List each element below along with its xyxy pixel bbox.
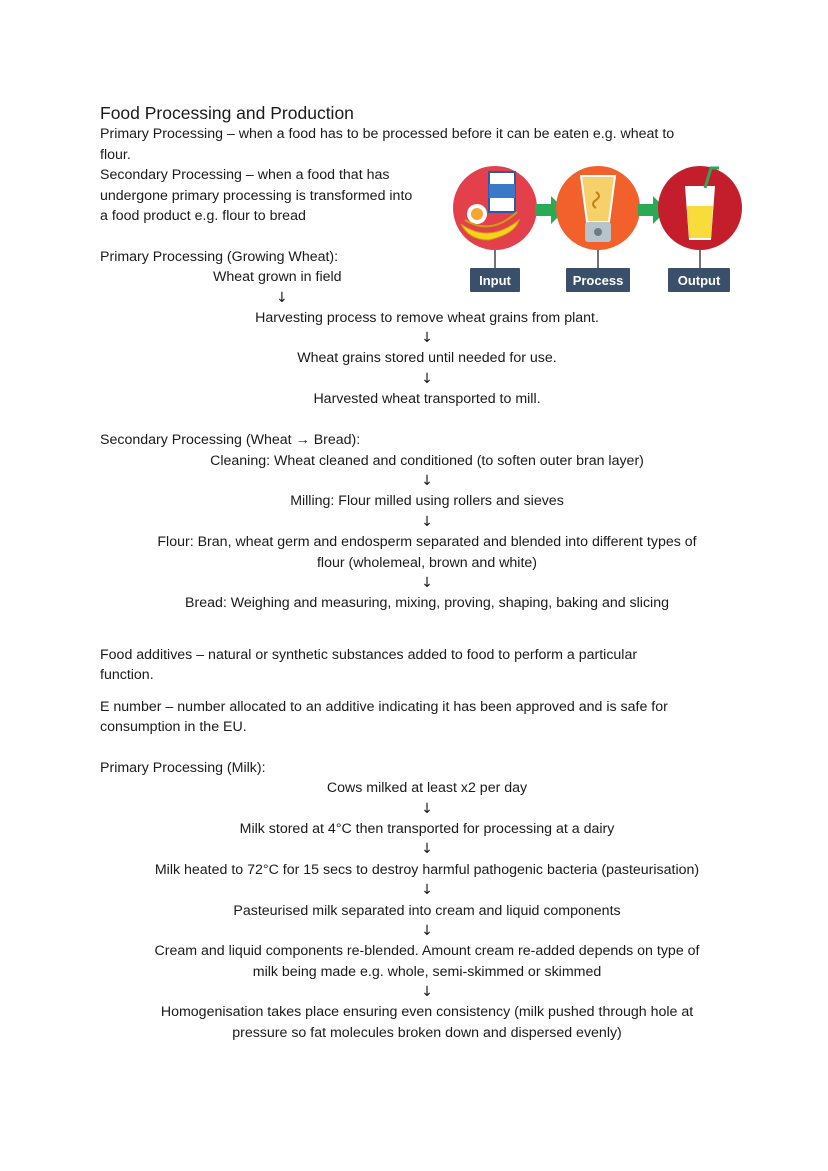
- page-title: Food Processing and Production: [100, 103, 354, 123]
- additives-line2: function.: [100, 667, 154, 683]
- process-label: Process: [572, 273, 624, 288]
- bread-step-2: Milling: Flour milled using rollers and sieves: [290, 493, 564, 509]
- milk-arrow-5: ↓: [421, 984, 433, 1000]
- bread-step-4: Bread: Weighing and measuring, mixing, proving, shaping, baking and slicing: [185, 595, 669, 611]
- bread-step-3-line1: Flour: Bran, wheat germ and endosperm separated and blended into different types of: [157, 534, 697, 550]
- secondary-definition-line2: undergone primary processing is transformed into: [100, 188, 413, 204]
- blender-icon: [556, 166, 640, 250]
- milk-step-5-line2: milk being made e.g. whole, semi-skimmed or skimmed: [252, 964, 602, 980]
- wheat-heading: Primary Processing (Growing Wheat):: [100, 249, 339, 265]
- milk-step-4: Pasteurised milk separated into cream and liquid components: [233, 903, 621, 919]
- secondary-definition-line1: Secondary Processing – when a food that has: [100, 167, 390, 183]
- wheat-step-4: Harvested wheat transported to mill.: [313, 391, 541, 407]
- bread-arrow-3: ↓: [421, 575, 433, 591]
- wheat-arrow-3: ↓: [421, 371, 433, 387]
- primary-definition-line2: flour.: [100, 147, 131, 163]
- milk-arrow-2: ↓: [421, 841, 433, 857]
- juice-glass-icon: [658, 166, 742, 250]
- bread-heading: Secondary Processing (Wheat → Bread):: [100, 432, 361, 448]
- wheat-step-2: Harvesting process to remove wheat grains from plant.: [255, 310, 599, 326]
- e-number-line2: consumption in the EU.: [100, 719, 247, 735]
- milk-step-1: Cows milked at least x2 per day: [326, 780, 528, 796]
- wheat-step-1: Wheat grown in field: [213, 269, 342, 285]
- bread-step-3-line2: flour (wholemeal, brown and white): [316, 555, 537, 571]
- additives-line1: Food additives – natural or synthetic substances added to food to perform a particular: [100, 647, 638, 663]
- milk-arrow-1: ↓: [421, 801, 433, 817]
- wheat-step-3: Wheat grains stored until needed for use.: [297, 350, 557, 366]
- milk-heading: Primary Processing (Milk):: [100, 760, 266, 776]
- milk-step-3: Milk heated to 72°C for 15 secs to destroy harmful pathogenic bacteria (pasteurisation): [154, 862, 700, 878]
- bread-arrow-2: ↓: [421, 514, 433, 530]
- wheat-arrow-2: ↓: [421, 330, 433, 346]
- bread-step-1: Cleaning: Wheat cleaned and conditioned (to soften outer bran layer): [210, 453, 644, 469]
- bread-arrow-1: ↓: [421, 473, 433, 489]
- milk-step-5-line1: Cream and liquid components re-blended. Amount cream re-added depends on type of: [154, 943, 700, 959]
- milk-step-2: Milk stored at 4°C then transported for processing at a dairy: [239, 821, 615, 837]
- secondary-definition-line3: a food product e.g. flour to bread: [100, 208, 306, 224]
- wheat-arrow-1: ↓: [276, 290, 288, 306]
- input-process-output-diagram: [449, 162, 749, 296]
- input-food-icon: [453, 166, 537, 250]
- output-label: Output: [677, 273, 721, 288]
- primary-definition-line1: Primary Processing – when a food has to be processed before it can be eaten e.g. wheat to: [100, 126, 675, 142]
- milk-step-6-line1: Homogenisation takes place ensuring even consistency (milk pushed through hole at: [160, 1004, 694, 1020]
- input-label: Input: [479, 273, 511, 288]
- milk-step-6-line2: pressure so fat molecules broken down and dispersed evenly): [232, 1025, 622, 1041]
- milk-arrow-3: ↓: [421, 882, 433, 898]
- e-number-line1: E number – number allocated to an additive indicating it has been approved and is safe for: [100, 699, 668, 715]
- milk-arrow-4: ↓: [421, 923, 433, 939]
